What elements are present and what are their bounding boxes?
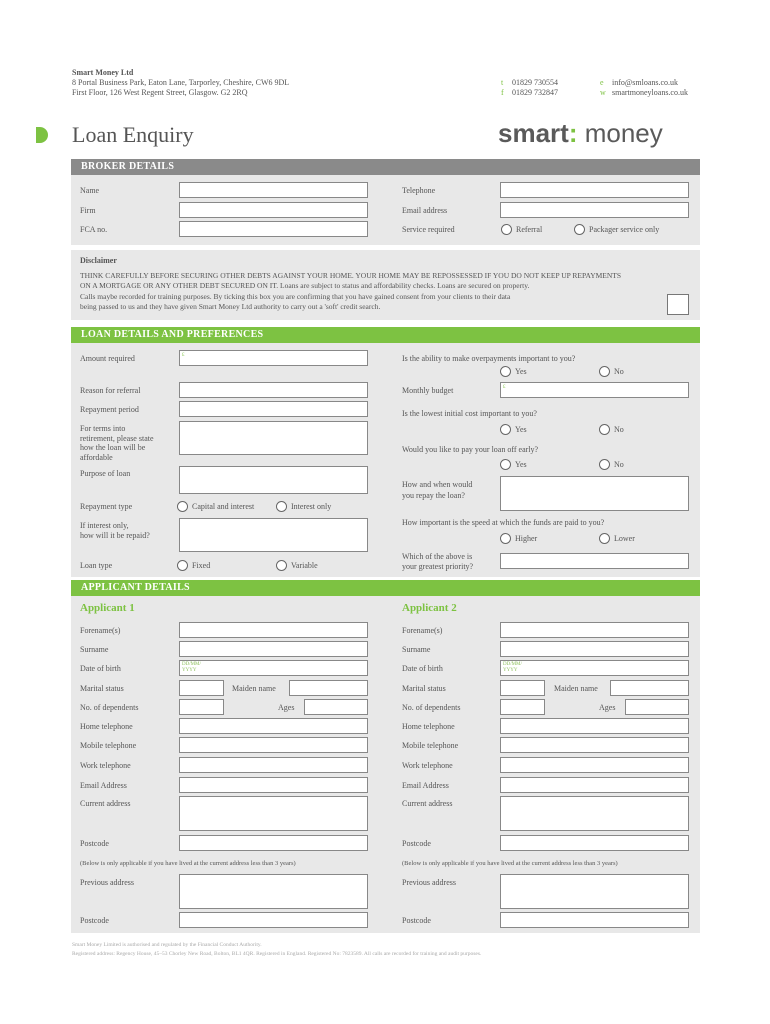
a2-current-address-label: Current address bbox=[402, 799, 453, 808]
footer-line-1: Smart Money Limited is authorised and regulated by the Financial Conduct Authority. bbox=[72, 942, 262, 948]
a2-dependents-label: No. of dependents bbox=[402, 703, 461, 712]
broker-telephone-label: Telephone bbox=[402, 186, 436, 195]
address-line-1: 8 Portal Business Park, Eaton Lane, Tarporley, Cheshire, CW6 9DL bbox=[72, 78, 290, 87]
a2-home-tel-label: Home telephone bbox=[402, 722, 455, 731]
telephone-label: t bbox=[501, 78, 504, 87]
a1-current-address-label: Current address bbox=[80, 799, 131, 808]
purpose-input[interactable] bbox=[179, 466, 368, 494]
speed-lower-label: Lower bbox=[614, 534, 635, 543]
retirement-input[interactable] bbox=[179, 421, 368, 455]
amount-required-label: Amount required bbox=[80, 354, 135, 363]
how-repay-line-1: How and when would bbox=[402, 480, 473, 489]
lowest-cost-no-radio[interactable] bbox=[599, 424, 610, 435]
a1-ages-label: Ages bbox=[278, 703, 295, 712]
a2-dob-hint-2: YYYY bbox=[503, 668, 518, 673]
retirement-label-line-2: retirement, please state bbox=[80, 433, 154, 443]
telephone-value: 01829 730554 bbox=[512, 78, 558, 87]
amount-required-input[interactable] bbox=[179, 350, 368, 366]
if-interest-label bbox=[80, 521, 150, 541]
retirement-label-line-1: For terms into bbox=[80, 424, 126, 433]
broker-fca-input[interactable] bbox=[179, 221, 368, 237]
a1-dependents-label: No. of dependents bbox=[80, 703, 139, 712]
a2-ages-input[interactable] bbox=[625, 699, 689, 715]
a2-surname-label: Surname bbox=[402, 645, 431, 654]
monthly-budget-input[interactable] bbox=[500, 382, 689, 398]
company-name: Smart Money Ltd bbox=[72, 68, 134, 77]
retirement-label-line-4: affordable bbox=[80, 452, 113, 462]
logo-money: money bbox=[577, 118, 663, 148]
consent-checkbox[interactable] bbox=[667, 294, 689, 315]
web-value: smartmoneyloans.co.uk bbox=[612, 88, 688, 97]
email-value: info@smloans.co.uk bbox=[612, 78, 679, 87]
a1-mobile-tel-input[interactable] bbox=[179, 737, 368, 753]
a2-dob-input[interactable] bbox=[500, 660, 689, 676]
a2-ages-label: Ages bbox=[599, 703, 616, 712]
a1-forename-label: Forename(s) bbox=[80, 626, 121, 635]
a1-surname-input[interactable] bbox=[179, 641, 368, 657]
repayment-period-input[interactable] bbox=[179, 401, 368, 417]
broker-details-header: BROKER DETAILS bbox=[71, 159, 700, 175]
pay-early-no-radio[interactable] bbox=[599, 459, 610, 470]
a2-below-note: (Below is only applicable if you have lived at the current address less than 3 years) bbox=[402, 860, 618, 867]
logo-smart: smart bbox=[498, 118, 569, 148]
a1-marital-input[interactable] bbox=[179, 680, 224, 696]
a2-postcode-label: Postcode bbox=[402, 839, 431, 848]
loan-details-header: LOAN DETAILS AND PREFERENCES bbox=[71, 327, 700, 343]
capital-interest-label: Capital and interest bbox=[192, 502, 255, 511]
lowest-cost-yes-radio[interactable] bbox=[500, 424, 511, 435]
a1-forename-input[interactable] bbox=[179, 622, 368, 638]
monthly-currency-symbol: £ bbox=[503, 385, 506, 390]
a2-marital-label: Marital status bbox=[402, 684, 446, 693]
a2-prev-postcode-input[interactable] bbox=[500, 912, 689, 928]
speed-higher-radio[interactable] bbox=[500, 533, 511, 544]
variable-radio[interactable] bbox=[276, 560, 287, 571]
packager-radio[interactable] bbox=[574, 224, 585, 235]
speed-higher-label: Higher bbox=[515, 534, 538, 543]
a1-home-tel-label: Home telephone bbox=[80, 722, 133, 731]
if-interest-input[interactable] bbox=[179, 518, 368, 552]
a2-home-tel-input[interactable] bbox=[500, 718, 689, 734]
repayment-period-label: Repayment period bbox=[80, 405, 139, 414]
a2-marital-input[interactable] bbox=[500, 680, 545, 696]
overpayments-yes-radio[interactable] bbox=[500, 366, 511, 377]
referral-radio[interactable] bbox=[501, 224, 512, 235]
a1-dob-label: Date of birth bbox=[80, 664, 121, 673]
a1-mobile-tel-label: Mobile telephone bbox=[80, 741, 137, 750]
pay-early-question: Would you like to pay your loan off early? bbox=[402, 445, 539, 454]
a1-postcode-label: Postcode bbox=[80, 839, 109, 848]
broker-telephone-input[interactable] bbox=[500, 182, 689, 198]
priority-label bbox=[402, 552, 473, 572]
how-repay-input[interactable] bbox=[500, 476, 689, 511]
a2-mobile-tel-input[interactable] bbox=[500, 737, 689, 753]
a1-email-input[interactable] bbox=[179, 777, 368, 793]
reason-referral-input[interactable] bbox=[179, 382, 368, 398]
a1-previous-address-input[interactable] bbox=[179, 874, 368, 909]
retirement-label-line-3: how the loan will be bbox=[80, 443, 146, 452]
reason-referral-label: Reason for referral bbox=[80, 386, 141, 395]
a1-current-address-input[interactable] bbox=[179, 796, 368, 831]
overpayments-no-label: No bbox=[614, 367, 624, 376]
pay-early-yes-label: Yes bbox=[515, 460, 527, 469]
a2-postcode-input[interactable] bbox=[500, 835, 689, 851]
a1-below-note: (Below is only applicable if you have lived at the current address less than 3 years) bbox=[80, 860, 296, 867]
broker-firm-input[interactable] bbox=[179, 202, 368, 218]
disclaimer-line-2: ON A MORTGAGE OR ANY OTHER DEBT SECURED ON IT. Loans are subject to status and affordability checks. Loans are secured on property. bbox=[80, 281, 530, 290]
interest-only-label: Interest only bbox=[291, 502, 332, 511]
a2-email-label: Email Address bbox=[402, 781, 449, 790]
disclaimer-line-4: being passed to us and they have given Smart Money Ltd authority to carry out a 'soft' credit search. bbox=[80, 302, 381, 311]
speed-lower-radio[interactable] bbox=[599, 533, 610, 544]
a2-current-address-input[interactable] bbox=[500, 796, 689, 831]
fixed-radio[interactable] bbox=[177, 560, 188, 571]
referral-label: Referral bbox=[516, 225, 543, 234]
a1-ages-input[interactable] bbox=[304, 699, 368, 715]
broker-name-input[interactable] bbox=[179, 182, 368, 198]
a2-mobile-tel-label: Mobile telephone bbox=[402, 741, 459, 750]
priority-input[interactable] bbox=[500, 553, 689, 569]
priority-line-1: Which of the above is bbox=[402, 552, 473, 561]
pay-early-no-label: No bbox=[614, 460, 624, 469]
a2-surname-input[interactable] bbox=[500, 641, 689, 657]
broker-firm-label: Firm bbox=[80, 206, 96, 215]
broker-email-label: Email address bbox=[402, 206, 448, 215]
a2-dob-hint-1: DD/MM/ bbox=[503, 662, 522, 667]
a1-dob-input[interactable] bbox=[179, 660, 368, 676]
fax-label: f bbox=[501, 88, 504, 97]
a2-work-tel-label: Work telephone bbox=[402, 761, 453, 770]
overpayments-yes-label: Yes bbox=[515, 367, 527, 376]
a1-dob-hint-2: YYYY bbox=[182, 668, 197, 673]
a2-prev-postcode-label: Postcode bbox=[402, 916, 431, 925]
lowest-cost-no-label: No bbox=[614, 425, 624, 434]
a2-work-tel-input[interactable] bbox=[500, 757, 689, 773]
a1-previous-address-label: Previous address bbox=[80, 878, 134, 887]
address-line-2: First Floor, 126 West Regent Street, Glasgow. G2 2RQ bbox=[72, 88, 248, 97]
broker-email-input[interactable] bbox=[500, 202, 689, 218]
lowest-cost-question: Is the lowest initial cost important to you? bbox=[402, 409, 537, 418]
broker-name-label: Name bbox=[80, 186, 100, 195]
a2-dob-label: Date of birth bbox=[402, 664, 443, 673]
overpayments-no-radio[interactable] bbox=[599, 366, 610, 377]
a1-marital-label: Marital status bbox=[80, 684, 124, 693]
a1-maiden-label: Maiden name bbox=[232, 684, 276, 693]
green-tab-marker bbox=[36, 127, 48, 143]
email-label: e bbox=[600, 78, 604, 87]
repayment-type-label: Repayment type bbox=[80, 502, 133, 511]
broker-fca-label: FCA no. bbox=[80, 225, 108, 234]
retirement-label bbox=[80, 424, 154, 462]
a1-surname-label: Surname bbox=[80, 645, 109, 654]
disclaimer-title: Disclaimer bbox=[80, 256, 117, 265]
a1-email-label: Email Address bbox=[80, 781, 127, 790]
smart-money-logo bbox=[498, 118, 663, 149]
a2-previous-address-label: Previous address bbox=[402, 878, 456, 887]
a2-forename-label: Forename(s) bbox=[402, 626, 443, 635]
a1-prev-postcode-input[interactable] bbox=[179, 912, 368, 928]
a2-maiden-label: Maiden name bbox=[554, 684, 598, 693]
lowest-cost-yes-label: Yes bbox=[515, 425, 527, 434]
a1-dependents-input[interactable] bbox=[179, 699, 224, 715]
a1-maiden-input[interactable] bbox=[289, 680, 368, 696]
pay-early-yes-radio[interactable] bbox=[500, 459, 511, 470]
a1-work-tel-input[interactable] bbox=[179, 757, 368, 773]
a1-home-tel-input[interactable] bbox=[179, 718, 368, 734]
fixed-label: Fixed bbox=[192, 561, 211, 570]
speed-question: How important is the speed at which the funds are paid to you? bbox=[402, 518, 605, 527]
page-title: Loan Enquiry bbox=[72, 122, 194, 147]
overpayments-question: Is the ability to make overpayments important to you? bbox=[402, 354, 576, 363]
a2-forename-input[interactable] bbox=[500, 622, 689, 638]
variable-label: Variable bbox=[291, 561, 318, 570]
priority-line-2: your greatest priority? bbox=[402, 562, 474, 571]
if-interest-line-1: If interest only, bbox=[80, 521, 129, 530]
packager-label: Packager service only bbox=[589, 225, 660, 234]
applicant-1-title: Applicant 1 bbox=[80, 602, 135, 614]
service-required-label: Service required bbox=[402, 225, 455, 234]
a1-work-tel-label: Work telephone bbox=[80, 761, 131, 770]
capital-interest-radio[interactable] bbox=[177, 501, 188, 512]
a2-dependents-input[interactable] bbox=[500, 699, 545, 715]
a2-maiden-input[interactable] bbox=[610, 680, 689, 696]
a1-dob-hint-1: DD/MM/ bbox=[182, 662, 201, 667]
monthly-budget-label: Monthly budget bbox=[402, 386, 454, 395]
a1-postcode-input[interactable] bbox=[179, 835, 368, 851]
a2-email-input[interactable] bbox=[500, 777, 689, 793]
how-repay-line-2: you repay the loan? bbox=[402, 491, 465, 500]
disclaimer-line-3: Calls maybe recorded for training purposes. By ticking this box you are confirming that you have gained consent from your clients to their data bbox=[80, 292, 511, 301]
applicant-2-title: Applicant 2 bbox=[402, 602, 457, 614]
purpose-label: Purpose of loan bbox=[80, 469, 131, 478]
interest-only-radio[interactable] bbox=[276, 501, 287, 512]
applicant-details-header: APPLICANT DETAILS bbox=[71, 580, 700, 596]
web-label: w bbox=[600, 88, 606, 97]
how-repay-label bbox=[402, 479, 472, 501]
a2-previous-address-input[interactable] bbox=[500, 874, 689, 909]
disclaimer-line-1: THINK CAREFULLY BEFORE SECURING OTHER DEBTS AGAINST YOUR HOME. YOUR HOME MAY BE REPOSSESSED IF YOU DO NOT KEEP UP REPAYMENTS bbox=[80, 271, 622, 280]
logo-colon: : bbox=[568, 118, 578, 148]
a1-prev-postcode-label: Postcode bbox=[80, 916, 109, 925]
footer-line-2: Registered address: Regency House, 45–53 Chorley New Road, Bolton, BL1 4QR. Registered in England. Registered No: 7823589. All calls are recorded for training and audit purposes. bbox=[72, 951, 482, 957]
fax-value: 01829 732847 bbox=[512, 88, 558, 97]
currency-symbol: £ bbox=[182, 353, 185, 358]
if-interest-line-2: how will it be repaid? bbox=[80, 531, 150, 540]
loan-type-label: Loan type bbox=[80, 561, 113, 570]
